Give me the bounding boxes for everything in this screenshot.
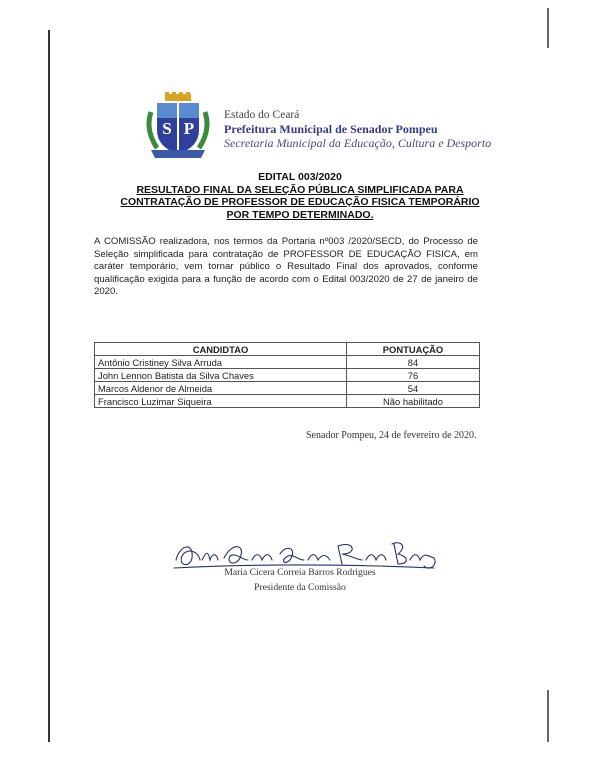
edital-title-line-3: POR TEMPO DETERMINADO. (226, 208, 374, 221)
letterhead-prefeitura: Prefeitura Municipal de Senador Pompeu (224, 122, 438, 136)
edital-title-block (60, 171, 540, 221)
letterhead-state: Estado do Ceará (224, 109, 300, 121)
table-header-row (95, 343, 480, 356)
crest-letter-p: P (183, 119, 195, 138)
table-row (95, 395, 480, 408)
table-row (95, 369, 480, 382)
signatory-role: Presidente da Comissão (254, 582, 346, 593)
edital-number: EDITAL 003/2020 (258, 171, 342, 183)
date-line: Senador Pompeu, 24 de fevereiro de 2020. (306, 430, 477, 441)
edital-title-line-2: CONTRATAÇÃO DE PROFESSOR DE EDUCAÇÃO FISICA TEMPORÁRIO (120, 196, 480, 208)
letterhead-secretaria: Secretaria Municipal da Educação, Cultura e Desporto (224, 136, 492, 150)
candidate-name: Antônio Cristiney Silva Arruda (95, 356, 347, 369)
table-row (95, 382, 480, 395)
table-row (95, 356, 480, 369)
candidate-name: Francisco Luzimar Siqueira (95, 395, 347, 408)
signatory-name: Maria Cícera Correia Barros Rodrigues (224, 567, 376, 578)
column-header-candidate: CANDIDTAO (95, 343, 347, 356)
candidate-score: 76 (347, 369, 480, 382)
candidate-name: Marcos Aldenor de Almeida (95, 382, 347, 395)
candidate-name: John Lennon Batista da Silva Chaves (95, 369, 347, 382)
results-table (94, 342, 480, 408)
candidate-score: 84 (347, 356, 480, 369)
column-header-score: PONTUAÇÃO (347, 343, 480, 356)
scan-border-right-bottom (547, 690, 549, 742)
candidate-score: 54 (347, 382, 480, 395)
municipal-crest-icon (143, 92, 213, 162)
scan-border-left (48, 30, 50, 742)
letterhead (224, 108, 491, 150)
body-paragraph: A COMISSÃO realizadora, nos termos da Portaria nº003 /2020/SECD, do Processo de Seleção simplificada para contratação de PROFESSOR DE EDUCAÇÃO FISICA, em caráter temporário, vem tornar público o Resultado Final dos aprovados, conforme qualificação exigida para a função de acordo com o Edital 003/2020 de 27 de janeiro de 2020. (94, 236, 478, 298)
candidate-score: Não habilitado (347, 395, 480, 408)
scan-border-right-top (547, 8, 549, 48)
edital-title-line-1: RESULTADO FINAL DA SELEÇÃO PÚBLICA SIMPLIFICADA PARA (136, 183, 464, 196)
crest-letter-s: S (162, 119, 172, 138)
